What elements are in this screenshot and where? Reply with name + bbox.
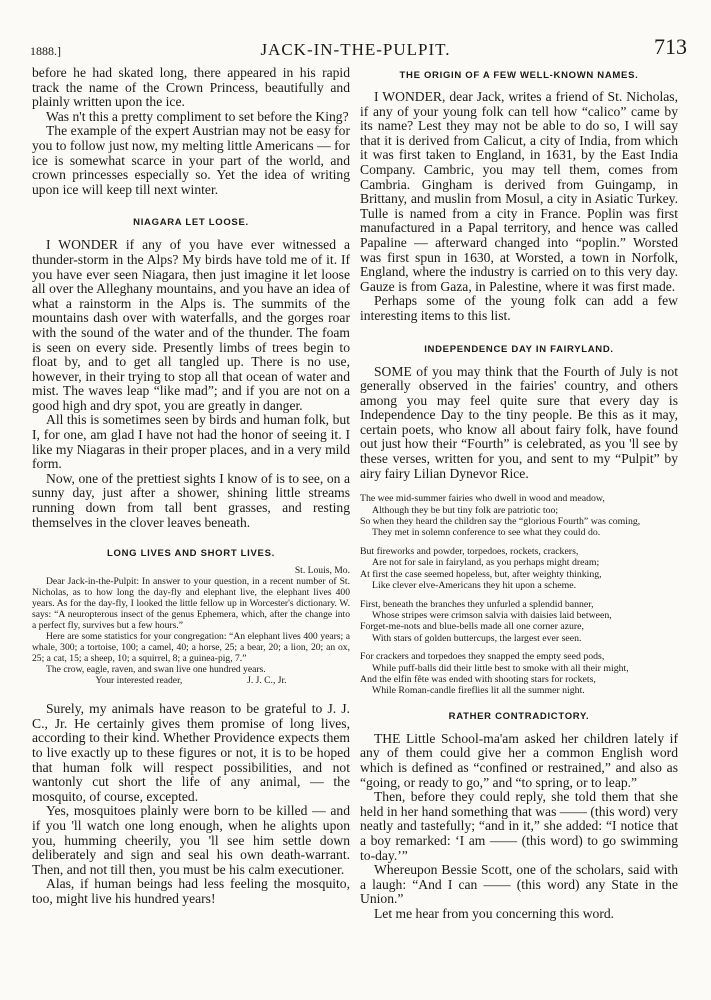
reader-letter xyxy=(32,565,350,686)
letter-place: St. Louis, Mo. xyxy=(294,565,350,577)
poem-line: While Roman-candle fireflies lit all the summer night. xyxy=(372,685,585,697)
paragraph: Now, one of the prettiest sights I know of is to see, on a sunny day, just after a shower, shining little streams running down from tall bent grasses, and resting themselves in the clover leaves beneath. xyxy=(32,470,350,530)
letter-signer: J. J. C., Jr. xyxy=(247,675,287,687)
poem-line: First, beneath the branches they unfurled a splendid banner, xyxy=(360,598,594,610)
paragraph: THE Little School-ma'am asked her children lately if any of them could give her a common English word which is defined as “confined or restrained,” and also as “going, or ready to go,” and “to spring, or to leap.” xyxy=(360,730,678,790)
running-title: JACK-IN-THE-PULPIT. xyxy=(260,40,451,59)
paragraph: All this is sometimes seen by birds and human folk, but I, for one, am glad I have not had the honor of seeing it. I like my Niagaras in their proper places, and in a very mild form. xyxy=(32,412,350,472)
poem-line: Are not for sale in fairyland, as you perhaps might dream; xyxy=(372,557,600,569)
poem-line: At first the case seemed hopeless, but, after weighty thinking, xyxy=(360,568,602,580)
poem-line: With stars of golden buttercups, the largest ever seen. xyxy=(372,632,582,644)
paragraph: Surely, my animals have reason to be grateful to J. J. C., Jr. He certainly gives them promise of long lives, according to their kind. Whether Providence expects them to live exactly up to these figures or not, it is to be hoped that human folk will respect possibilities, and not wantonly cut short the life of any animal, — the mosquito, of course, excepted. xyxy=(32,701,350,804)
paragraph: The example of the expert Austrian may not be easy for you to follow just now, my melting little Americans — for ice is somewhat scarce in your part of the world, and crown princesses especially so. Yet the idea of writing upon ice will keep till next winter. xyxy=(32,123,350,197)
section-heading-fairyland: INDEPENDENCE DAY IN FAIRYLAND. xyxy=(424,343,614,355)
poem-line: Whose stripes were crimson salvia with daisies laid between, xyxy=(372,609,612,621)
letter-statistics: Here are some statistics for your congregation: “An elephant lives 400 years; a whale, 300; a tortoise, 100; a camel, 40; a horse, 25; a bear, 20; a lion, 20; an ox, 25; a cat, 15; a sheep, 10; a squirrel, 8; a guinea-pig, 7.” xyxy=(32,631,350,665)
paragraph: Let me hear from you concerning this word. xyxy=(374,905,615,921)
paragraph: Was n't this a pretty compliment to set before the King? xyxy=(46,108,349,124)
letter-closing: Your interested reader, xyxy=(95,675,183,687)
poem xyxy=(360,493,678,697)
paragraph: Perhaps some of the young folk can add a few interesting items to this list. xyxy=(360,293,678,323)
section-heading-names: THE ORIGIN OF A FEW WELL-KNOWN NAMES. xyxy=(399,70,639,81)
poem-stanza xyxy=(360,599,678,645)
left-column xyxy=(32,66,350,907)
poem-stanza xyxy=(360,546,678,592)
poem-line: Like clever elve-Americans they hit upon a scheme. xyxy=(372,580,577,592)
poem-line: They met in solemn conference to see what they could do. xyxy=(372,527,601,539)
paragraph: Then, before they could reply, she told them that she held in her hand something that was —— (this word) very neatly and tastefully; “and in it,” she added: “I notice that a boy remarked: ‘I am —— (this word) to go swimming to-day.’” xyxy=(360,789,678,863)
poem-line: Forget-me-nots and blue-bells made all one corner azure, xyxy=(360,621,584,633)
poem-line: While puff-balls did their little best to smoke with all their might, xyxy=(372,662,629,674)
letter-crow: The crow, eagle, raven, and swan live one hundred years. xyxy=(46,664,266,676)
letter-body: Dear Jack-in-the-Pulpit: In answer to your question, in a recent number of St. Nicholas, as to how long the day-fly and elephant live, the elephant lives 400 years. As for the day-fly, I looked the little fellow up in Worcester's dictionary. W. says: “A neuropterous insect of the genus Ephemera, which, after the change into a perfect fly, survives but a few hours.” xyxy=(32,576,350,632)
paragraph: Whereupon Bessie Scott, one of the scholars, said with a laugh: “And I can —— (this word) any State in the Union.” xyxy=(360,862,678,907)
section-heading-lives: LONG LIVES AND SHORT LIVES. xyxy=(107,548,275,560)
section-heading-contradictory: RATHER CONTRADICTORY. xyxy=(448,710,590,722)
poem-stanza xyxy=(360,493,678,539)
page-header xyxy=(20,34,691,64)
section-heading-niagara: NIAGARA LET LOOSE. xyxy=(133,217,249,229)
paragraph: Yes, mosquitoes plainly were born to be killed — and if you 'll watch one long enough, when he alights upon you, humming cheerily, you 'll see him settle down deliberately and sign and seal his own death-warrant. Then, and not till then, you must be his calm executioner. xyxy=(32,803,350,877)
right-column xyxy=(360,66,678,921)
page-number: 713 xyxy=(654,34,687,59)
poem-line: The wee mid-summer fairies who dwell in wood and meadow, xyxy=(360,493,605,505)
paragraph: I WONDER if any of you have ever witnessed a thunder-storm in the Alps? My birds have told me of it. If you have ever seen Niagara, then just imagine it let loose all over the Alleghany mountains, and you have an idea of what a rainstorm in the Alps is. The summits of the mountains dash over with waterfalls, and the gorges roar with the sound of the water and of the thunder. The foam is seen on every side. Presently limbs of trees begin to float by, and to get all tangled up. There is no use, however, in their trying to stop all that ocean of water and mist. The waves leap “like mad”; and if you are not on a good high and dry spot, you are greatly in danger. xyxy=(32,237,350,413)
paragraph: SOME of you may think that the Fourth of July is not generally observed in the fairies' country, and others among you may feel quite sure that every day is Independence Day to the tiny people. Be this as it may, certain poets, who know all about fairy folk, have found out just how their “Fourth” is celebrated, as you 'll see by these verses, written for you, and sent to my “Pulpit” by airy fairy Lilian Dynevor Rice. xyxy=(360,363,678,481)
header-year: 1888.] xyxy=(30,44,61,58)
poem-line: For crackers and torpedoes they snapped the empty seed pods, xyxy=(360,651,605,663)
poem-stanza xyxy=(360,651,678,697)
paragraph: I WONDER, dear Jack, writes a friend of St. Nicholas, if any of your young folk can tell how “calico” came by its name? Lest they may not be able to do so, I will say that it is derived from Calicut, a city of India, from which it was first taken to England, in 1631, by the East India Company. Cambric, you may tell them, comes from Cambria. Gingham is derived from Guingamp, in Brittany, and muslin from Mosul, a city in Asiatic Turkey. Tulle is named from a city in France. Poplin was first manufactured in a Papal territory, and hence was called Papaline — afterward changed into “poplin.” Worsted was first spun in 1630, at Worsted, a town in Norfolk, England, where the industry is carried on to this very day. Gauze is from Gaza, in Palestine, where it was first made. xyxy=(360,89,678,294)
poem-line: Although they be but tiny folk are patriotic too; xyxy=(372,504,559,516)
poem-line: So when they heard the children say the “glorious Fourth” was coming, xyxy=(360,516,641,528)
paragraph: Alas, if human beings had less feeling the mosquito, too, might live his hundred years! xyxy=(32,876,350,906)
letter-signature xyxy=(32,675,350,686)
paragraph: before he had skated long, there appeared in his rapid track the name of the Crown Princess, beautifully and plainly written upon the ice. xyxy=(32,65,350,110)
poem-line: But fireworks and powder, torpedoes, rockets, crackers, xyxy=(360,545,579,557)
poem-line: And the elfin fête was ended with shooting stars for rockets, xyxy=(360,673,596,685)
